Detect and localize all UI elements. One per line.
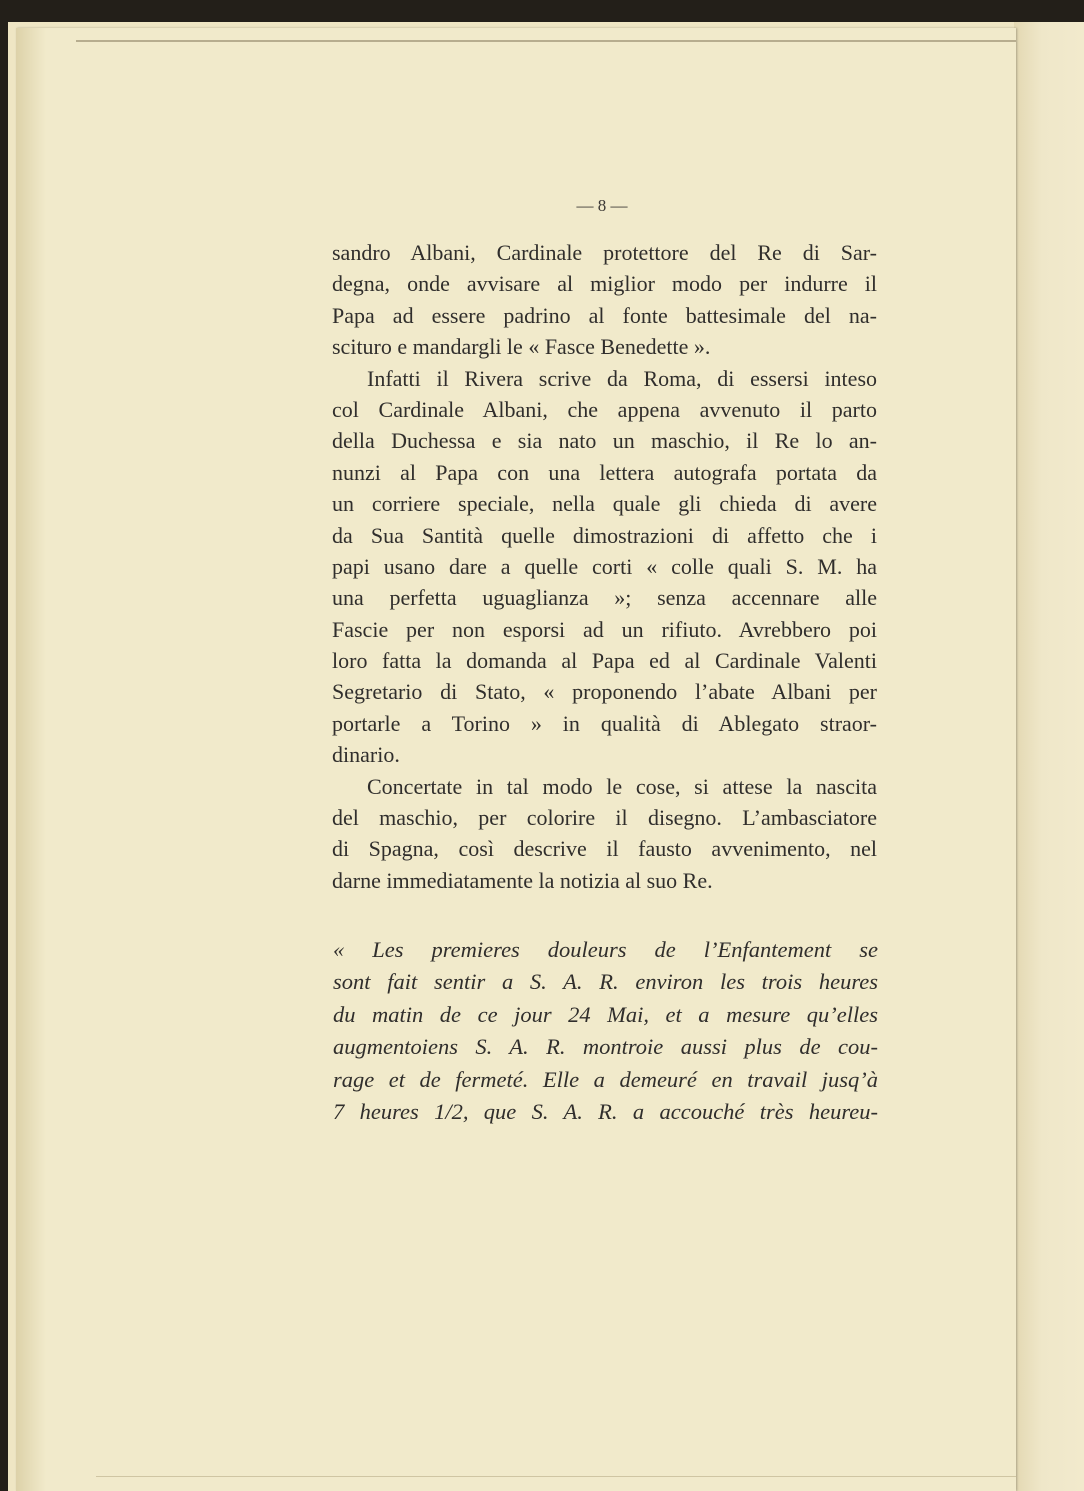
text-line: di Spagna, così descrive il fausto avvenimento, nel <box>332 836 877 862</box>
text-line: Segretario di Stato, « proponendo l’abate Albani per <box>332 679 877 705</box>
text-line: Fascie per non esporsi ad un rifiuto. Avrebbero poi <box>332 616 877 642</box>
quote-line: augmentoiens S. A. R. montroie aussi plus de cou- <box>333 1034 878 1060</box>
text-line: Papa ad essere padrino al fonte battesimale del na- <box>332 302 877 328</box>
quote-line: rage et de fermeté. Elle a demeuré en travail jusq’à <box>333 1066 878 1092</box>
text-line: Infatti il Rivera scrive da Roma, di essersi inteso <box>367 365 877 391</box>
text-line: dinario. <box>332 742 400 768</box>
text-line: nunzi al Papa con una lettera autografa portata da <box>332 459 877 485</box>
text-line: col Cardinale Albani, che appena avvenuto il parto <box>332 396 877 422</box>
text-line: un corriere speciale, nella quale gli chieda di avere <box>332 491 877 517</box>
quote-line: 7 heures 1/2, que S. A. R. a accouché très heureu- <box>333 1098 878 1124</box>
top-edge-rule <box>76 40 1016 42</box>
page-number: — 8 — <box>576 196 628 215</box>
text-line: papi usano dare a quelle corti « colle quali S. M. ha <box>332 553 877 579</box>
quote-line: sont fait sentir a S. A. R. environ les trois heures <box>333 969 878 995</box>
quote-line: « Les premieres douleurs de l’Enfantement se <box>333 937 878 962</box>
text-line: portarle a Torino » in qualità di Ablegato straor- <box>332 710 877 736</box>
text-line: degna, onde avvisare al miglior modo per indurre il <box>332 271 877 297</box>
body-text <box>332 237 877 896</box>
quote-line: du matin de ce jour 24 Mai, et a mesure qu’elles <box>333 1001 878 1027</box>
text-line: del maschio, per colorire il disegno. L’ambasciatore <box>332 805 877 831</box>
text-line: darne immediatamente la notizia al suo Re. <box>332 867 713 893</box>
paragraph <box>332 363 877 771</box>
paragraph <box>332 237 877 363</box>
text-line: sandro Albani, Cardinale protettore del Re di Sar- <box>332 240 877 265</box>
paragraph <box>332 771 877 897</box>
text-line: da Sua Santità quelle dimostrazioni di affetto che i <box>332 522 877 548</box>
text-line: Concertate in tal modo le cose, si attese la nascita <box>367 773 877 799</box>
french-quotation <box>333 934 878 1128</box>
text-line: della Duchessa e sia nato un maschio, il Re lo an- <box>332 428 877 454</box>
text-line: una perfetta uguaglianza »; senza accennare alle <box>332 585 877 611</box>
bottom-edge-rule <box>96 1476 1016 1477</box>
text-line: loro fatta la domanda al Papa ed al Cardinale Valenti <box>332 648 877 674</box>
text-line: scituro e mandargli le « Fasce Benedette ». <box>332 334 711 360</box>
